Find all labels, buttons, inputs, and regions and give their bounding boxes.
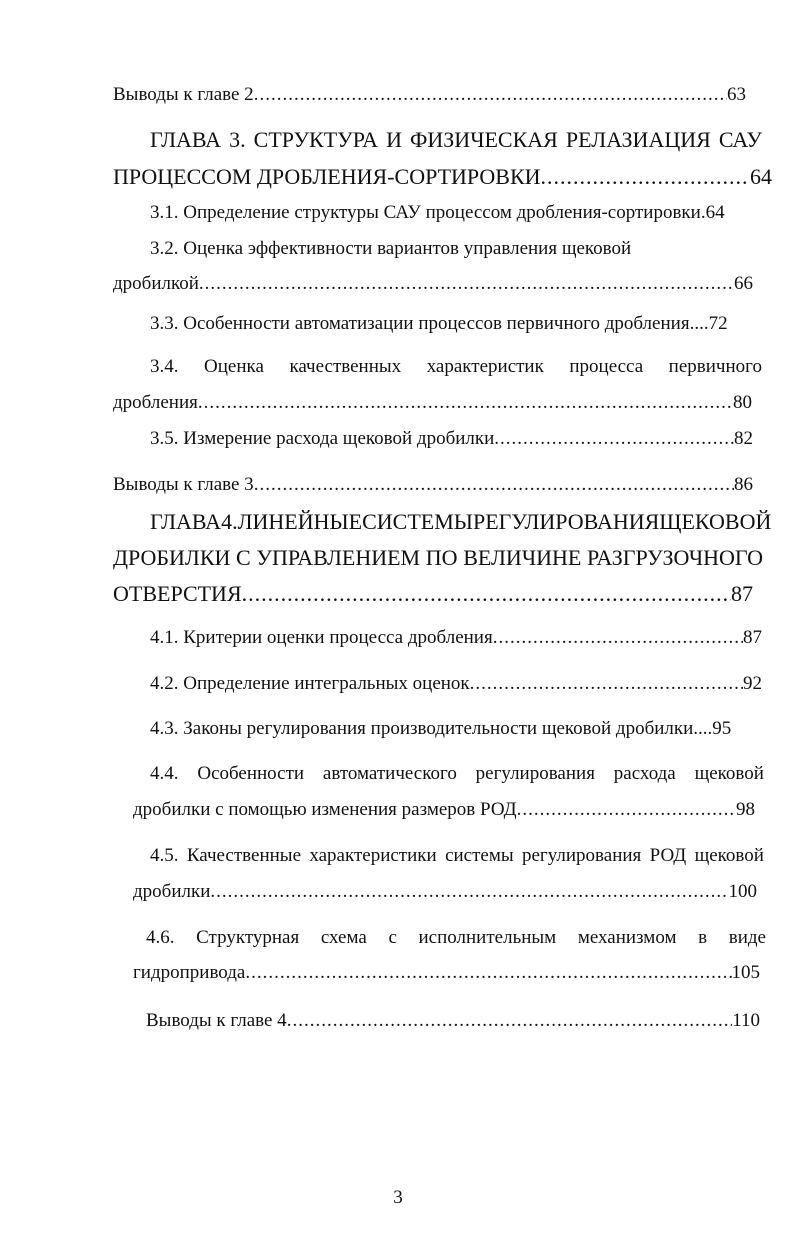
toc-entry-title: 4.3. Законы регулирования производительности щековой дробилки [150, 718, 694, 739]
dot-leader [541, 164, 750, 190]
word: 3.4. [150, 356, 179, 377]
word: САУ [718, 127, 762, 152]
toc-entry-page: 87 [731, 581, 753, 606]
dot-leader [254, 84, 727, 106]
word: ДРОБИЛКИ [113, 545, 231, 570]
toc-entry-title: дробилки с помощью изменения размеров РОД [133, 799, 517, 820]
toc-chapter3-line1[interactable] [150, 127, 762, 153]
toc-entry-4-4-line2[interactable] [133, 799, 755, 821]
word: щековой [694, 845, 764, 866]
toc-entry-3-4-line2[interactable] [113, 392, 752, 414]
dot-leader [210, 881, 728, 903]
word: расхода [613, 763, 676, 784]
toc-entry-3-2-line2[interactable] [113, 273, 753, 295]
word: 4. [221, 509, 238, 534]
toc-entry-4-4-line1[interactable] [150, 763, 764, 785]
toc-entry-4-6-line2[interactable] [133, 962, 760, 984]
word: виде [728, 927, 766, 948]
toc-entry-page: 80 [733, 392, 752, 413]
toc-chapter4-line3[interactable] [113, 581, 753, 607]
word: СИСТЕМЫ [362, 509, 473, 534]
toc-chapter3-line2[interactable] [113, 164, 772, 190]
toc-entry-title: дробления [113, 392, 198, 413]
toc-entry-title: Выводы к главе 3 [113, 474, 254, 495]
toc-entry-4-6-line1[interactable] [146, 927, 766, 949]
toc-entry-page: 64 [750, 164, 772, 189]
word: СТРУКТУРА [253, 127, 379, 152]
toc-entry-page: 82 [734, 428, 753, 449]
toc-entry-page: 66 [734, 273, 753, 294]
toc-entry-page: 64 [705, 202, 725, 223]
toc-entry-page: 87 [743, 627, 762, 648]
dot-leader [199, 273, 734, 295]
dot-leader [470, 673, 743, 695]
toc-entry-conclusions-ch4[interactable] [146, 1010, 760, 1032]
toc-entry-title: 3.5. Измерение расхода щековой дробилки [150, 428, 495, 449]
dot-leader: .... [689, 313, 709, 334]
dot-leader: .... [693, 718, 713, 739]
toc-entry-3-1[interactable] [150, 202, 748, 224]
word: качественных [289, 356, 402, 377]
word: щековой [694, 763, 764, 784]
toc-entry-title: дробилкой [113, 273, 199, 294]
toc-entry-3-3[interactable] [150, 313, 752, 335]
toc-entry-3-2-line1[interactable]: 3.2. Оценка эффективности вариантов управления щековой [150, 238, 632, 259]
word: регулирования [522, 845, 642, 866]
word: ГЛАВА [150, 127, 222, 152]
toc-entry-4-1[interactable] [150, 627, 762, 649]
dot-leader [287, 1010, 733, 1032]
word: С [236, 545, 251, 570]
word: схема [320, 927, 367, 948]
word: 4.6. [146, 927, 175, 948]
word: И [386, 127, 402, 152]
word: 4.5. [150, 845, 179, 866]
toc-entry-page: 110 [732, 1010, 760, 1031]
toc-entry-page: 72 [708, 313, 728, 334]
toc-entry-title: ОТВЕРСТИЯ [113, 581, 242, 606]
word: исполнительным [418, 927, 557, 948]
word: ПО [425, 545, 458, 570]
toc-entry-4-5-line1[interactable] [150, 845, 764, 867]
toc-chapter4-line2[interactable] [113, 545, 763, 571]
toc-entry-page: 98 [736, 799, 755, 820]
word: ФИЗИЧЕСКАЯ [410, 127, 558, 152]
word: автоматического [322, 763, 457, 784]
toc-entry-title: дробилки [133, 881, 211, 902]
word: регулирования [475, 763, 595, 784]
word: РОД [649, 845, 687, 866]
word: ВЕЛИЧИНЕ [463, 545, 582, 570]
dot-leader [254, 474, 734, 496]
dot-leader [493, 627, 743, 649]
toc-entry-title: 3.3. Особенности автоматизации процессов первичного дробления [150, 313, 690, 334]
page-number: 3 [393, 1187, 403, 1208]
toc-entry-title: 3.1. Определение структуры САУ процессом дробления-сортировки. [150, 202, 706, 223]
dot-leader [242, 581, 731, 607]
word: ГЛАВА [150, 509, 222, 534]
toc-entry-3-4-line1[interactable] [150, 356, 762, 378]
word: характеристик [426, 356, 544, 377]
toc-entry-page: 100 [728, 881, 757, 902]
word: ЛИНЕЙНЫЕ [237, 509, 363, 534]
word: Особенности [197, 763, 305, 784]
toc-entry-page: 95 [712, 718, 732, 739]
word: РЕЛАЗИАЦИЯ [565, 127, 711, 152]
dot-leader [245, 962, 731, 984]
word: УПРАВЛЕНИЕМ [256, 545, 421, 570]
word: характеристики [309, 845, 437, 866]
toc-entry-title: 4.2. Определение интегральных оценок [150, 673, 470, 694]
dot-leader [198, 392, 733, 414]
toc-entry-page: 92 [743, 673, 762, 694]
toc-entry-conclusions-ch3[interactable] [113, 474, 753, 496]
dot-leader [494, 428, 734, 450]
word: в [698, 927, 708, 948]
toc-entry-title: ПРОЦЕССОМ ДРОБЛЕНИЯ-СОРТИРОВКИ [113, 164, 541, 189]
word: первичного [668, 356, 762, 377]
word: процесса [569, 356, 644, 377]
dot-leader [517, 799, 736, 821]
toc-entry-4-5-line2[interactable] [133, 881, 757, 903]
toc-entry-4-3[interactable] [150, 718, 762, 740]
word: РЕГУЛИРОВАНИЯ [472, 509, 660, 534]
toc-entry-title: гидропривода [133, 962, 246, 983]
word: системы [445, 845, 514, 866]
word: Оценка [204, 356, 264, 377]
word: механизмом [577, 927, 677, 948]
word: 3. [229, 127, 246, 152]
toc-entry-page: 63 [727, 84, 746, 105]
word: с [388, 927, 397, 948]
word: РАЗГРУЗОЧНОГО [586, 545, 763, 570]
word: Структурная [196, 927, 300, 948]
toc-entry-4-2[interactable] [150, 673, 762, 695]
toc-entry-title: Выводы к главе 2 [113, 84, 254, 105]
toc-entry-3-5[interactable] [150, 428, 753, 450]
toc-entry-title: Выводы к главе 4 [146, 1010, 287, 1031]
word: 4.4. [150, 763, 179, 784]
toc-entry-page: 86 [734, 474, 753, 495]
toc-entry-conclusions-ch2[interactable] [113, 84, 746, 106]
word: Качественные [186, 845, 301, 866]
toc-chapter4-line1[interactable] [150, 509, 772, 535]
toc-entry-page: 105 [731, 962, 760, 983]
word: ЩЕКОВОЙ [659, 509, 772, 534]
toc-entry-title: 4.1. Критерии оценки процесса дробления [150, 627, 493, 648]
